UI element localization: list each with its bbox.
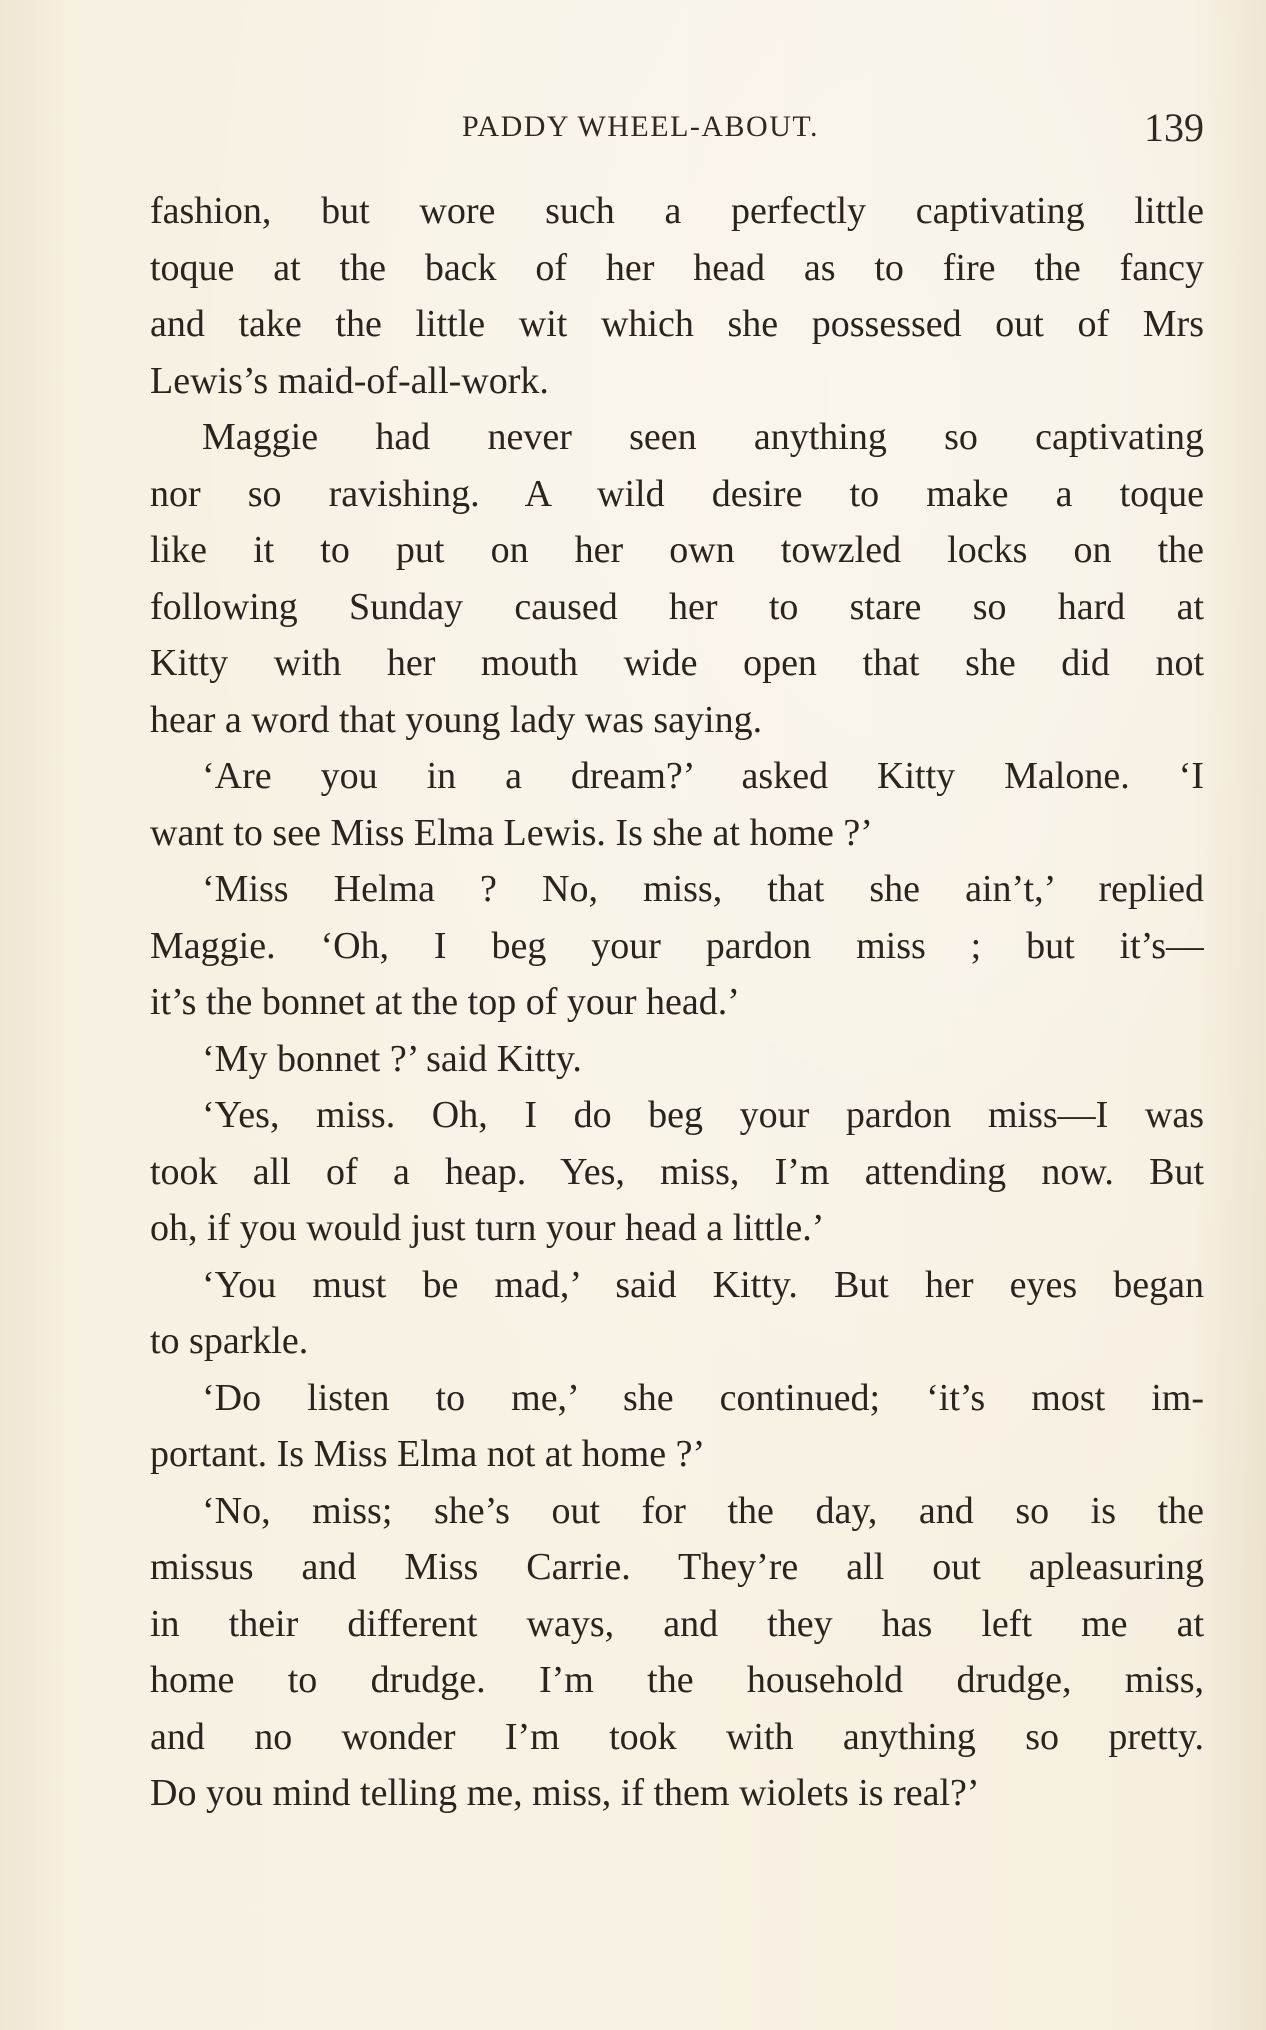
text-line: Kitty with her mouth wide open that she did not: [150, 642, 1204, 684]
text-line: ‘Miss Helma ? No, miss, that she ain’t,’ replied: [202, 868, 1204, 910]
text-line: like it to put on her own towzled locks on the: [150, 529, 1204, 571]
text-line: took all of a heap. Yes, miss, I’m attending now. But: [150, 1150, 1204, 1193]
text-line: ‘You must be mad,’ said Kitty. But her eyes began: [202, 1263, 1204, 1306]
text-line: to sparkle.: [150, 1320, 309, 1362]
text-line: ‘Are you in a dream?’ asked Kitty Malone. ‘I: [202, 755, 1204, 797]
text-line: ‘Yes, miss. Oh, I do beg your pardon miss—I was: [202, 1094, 1204, 1136]
running-title: PADDY WHEEL-ABOUT.: [462, 110, 819, 143]
text-line: and take the little wit which she possessed out of Mrs: [150, 303, 1204, 345]
text-line: and no wonder I’m took with anything so pretty.: [150, 1715, 1204, 1758]
text-line: Do you mind telling me, miss, if them wiolets is real?’: [150, 1772, 980, 1814]
text-line: in their different ways, and they has left me at: [150, 1602, 1204, 1645]
page-number: 139: [1144, 105, 1204, 150]
text-line: hear a word that young lady was saying.: [150, 698, 763, 741]
running-head: [150, 104, 1204, 154]
text-line: ‘No, miss; she’s out for the day, and so is the: [202, 1489, 1204, 1532]
body-text: [150, 183, 1204, 1822]
text-line: toque at the back of her head as to fire the fancy: [150, 246, 1204, 289]
text-line: want to see Miss Elma Lewis. Is she at home ?’: [150, 811, 873, 854]
text-line: oh, if you would just turn your head a little.’: [150, 1207, 825, 1249]
text-line: ‘My bonnet ?’ said Kitty.: [202, 1037, 582, 1080]
text-line: Maggie had never seen anything so captivating: [202, 416, 1204, 458]
text-line: nor so ravishing. A wild desire to make a toque: [150, 472, 1204, 515]
text-line: Maggie. ‘Oh, I beg your pardon miss ; but it’s—: [150, 924, 1204, 967]
text-line: following Sunday caused her to stare so hard at: [150, 585, 1204, 628]
text-line: fashion, but wore such a perfectly captivating little: [150, 190, 1204, 232]
text-line: Lewis’s maid-of-all-work.: [150, 359, 549, 402]
text-line: portant. Is Miss Elma not at home ?’: [150, 1433, 706, 1475]
text-line: home to drudge. I’m the household drudge, miss,: [150, 1659, 1204, 1701]
text-line: missus and Miss Carrie. They’re all out apleasuring: [150, 1546, 1204, 1588]
text-line: ‘Do listen to me,’ she continued; ‘it’s most im-: [202, 1376, 1204, 1419]
text-line: it’s the bonnet at the top of your head.’: [150, 981, 740, 1023]
